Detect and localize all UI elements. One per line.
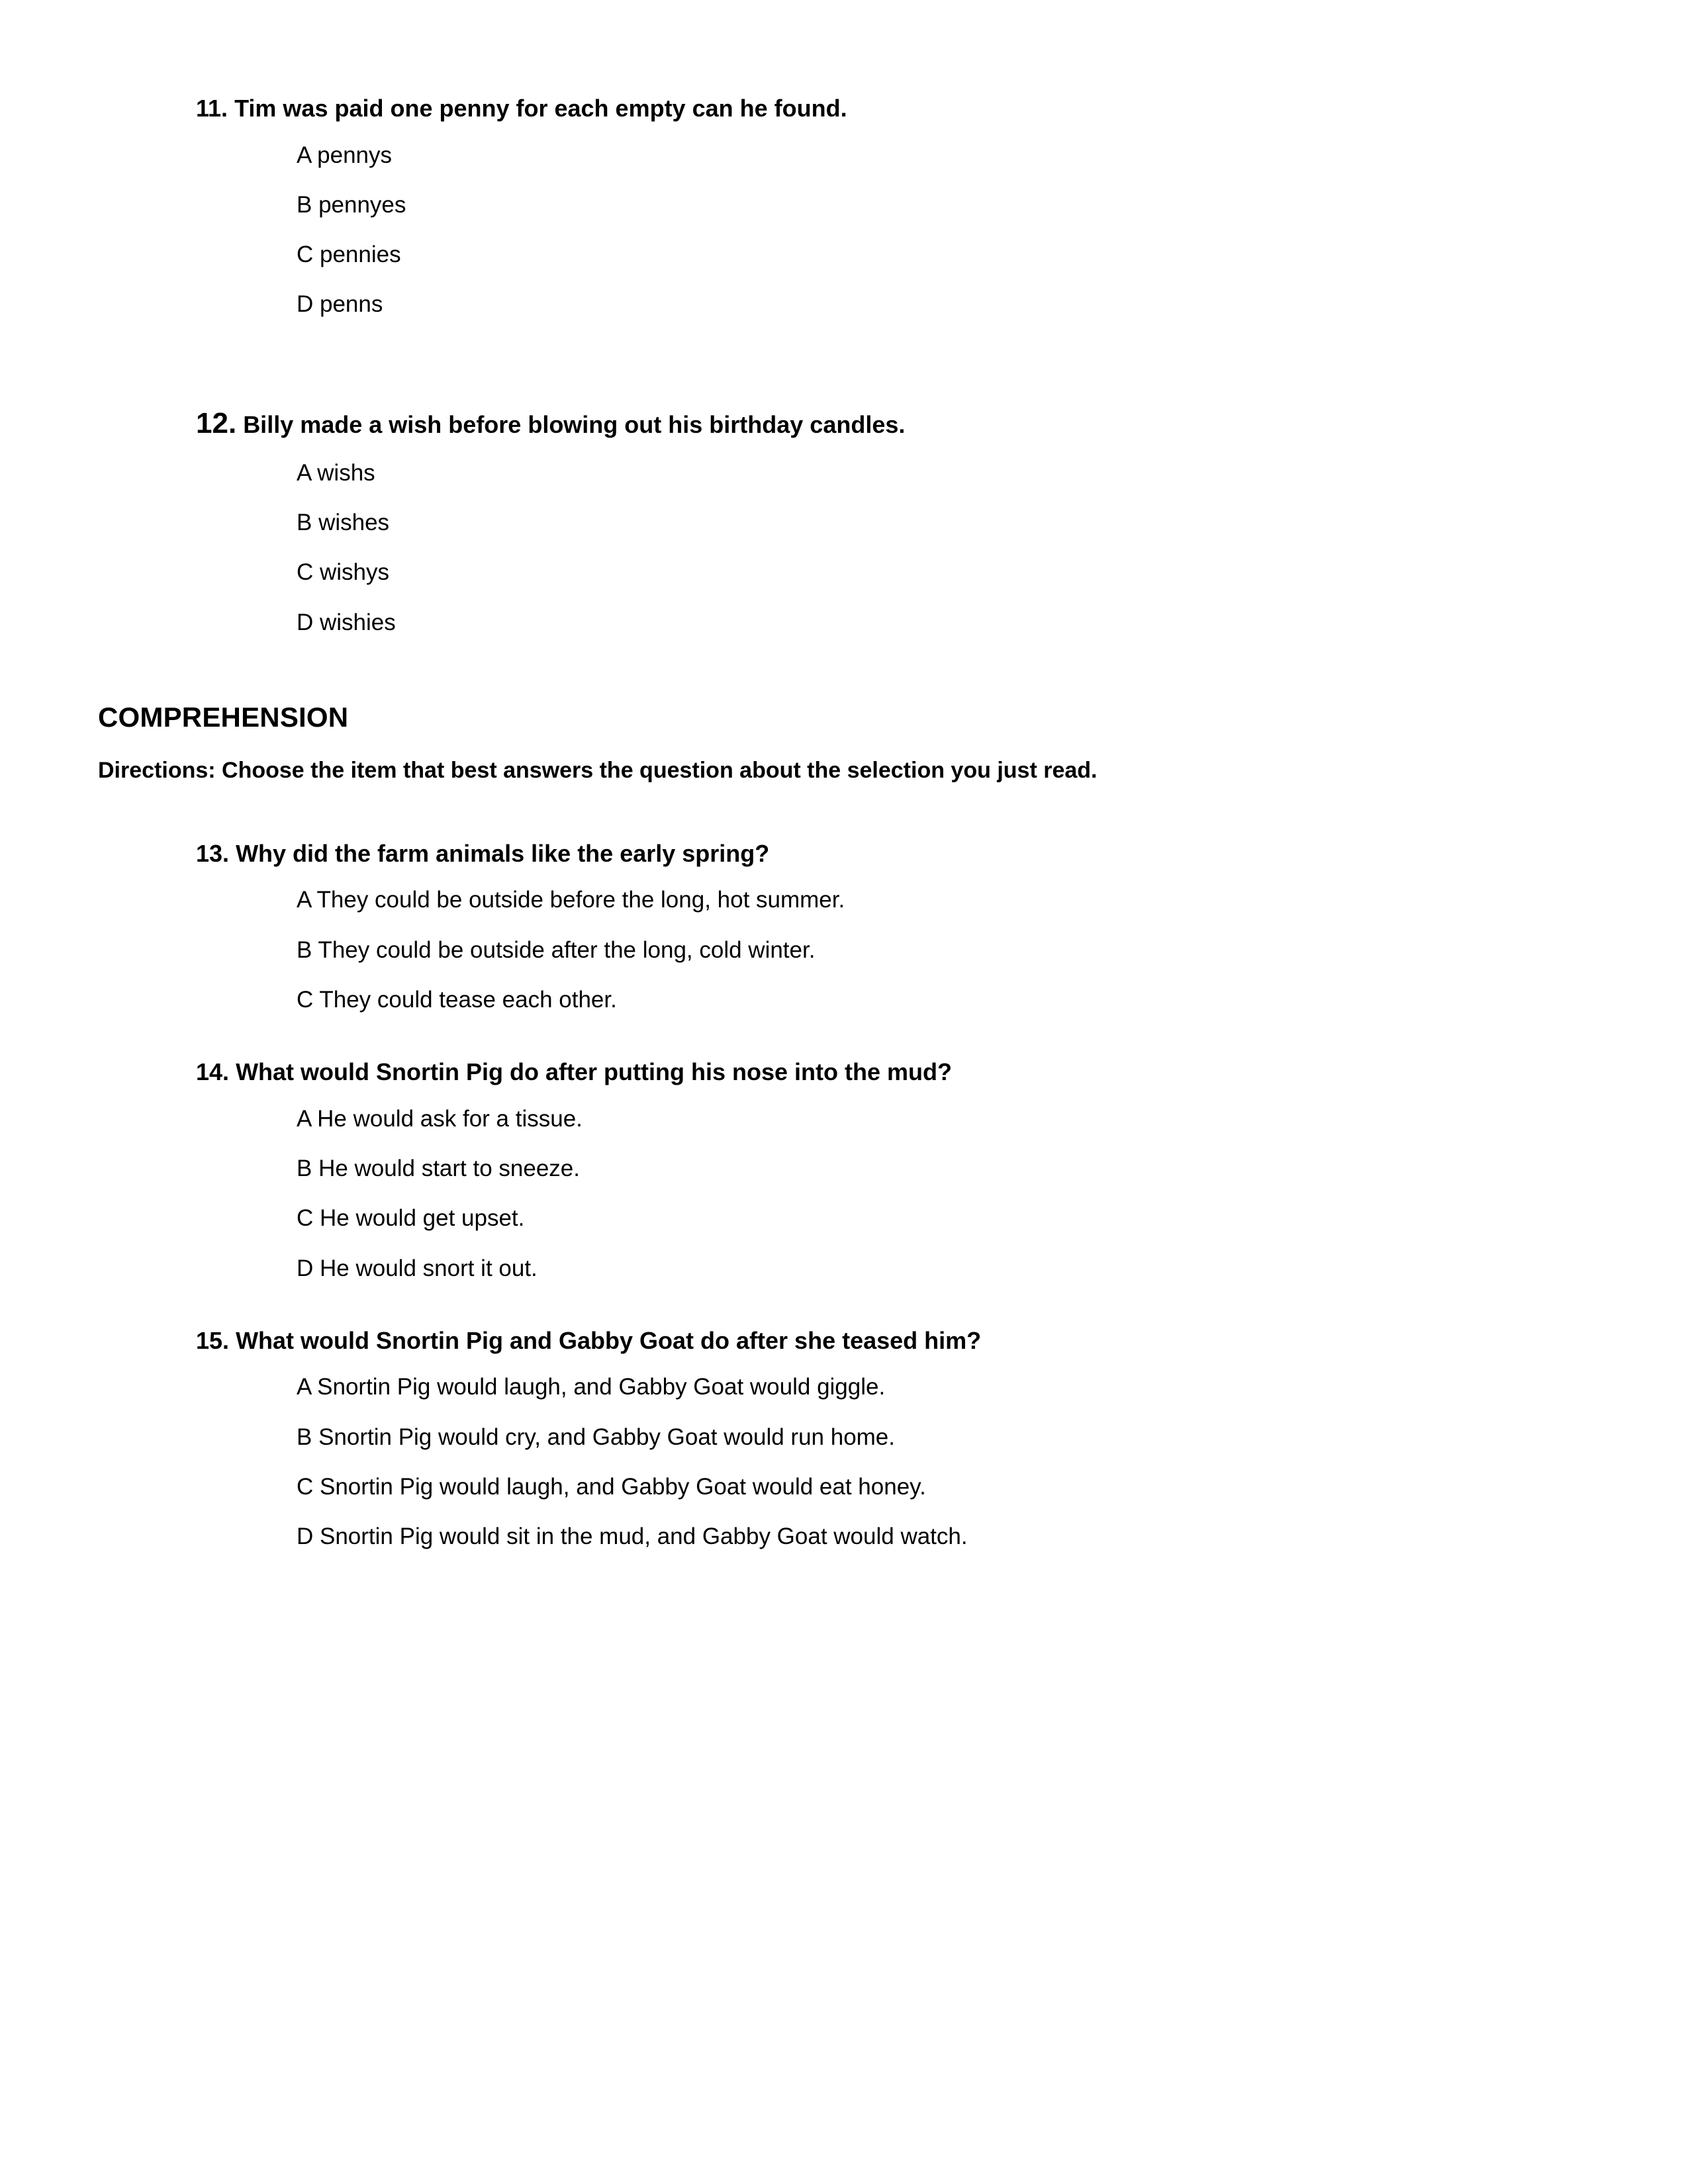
question-number-13: 13. [196,839,230,867]
choice-option[interactable]: B Snortin Pig would cry, and Gabby Goat would run home. [297,1424,896,1450]
choice-option[interactable]: A He would ask for a tissue. [297,1105,583,1132]
question-block-12 [98,404,1556,638]
choice-option[interactable]: B He would start to sneeze. [297,1156,580,1182]
question-stem-11 [98,93,1556,125]
section-directions: Directions: Choose the item that best answers the question about the selection you just read. [98,757,1098,783]
choice-option[interactable]: B They could be outside after the long, cold winter. [297,936,816,963]
question-text-12: Billy made a wish before blowing out his birthday candles. [243,410,906,438]
question-stem-12 [98,404,1556,443]
choice-option[interactable]: C wishys [297,559,390,586]
question-stem-14 [98,1056,1556,1089]
question-number-14: 14. [196,1058,230,1086]
choice-option[interactable]: D Snortin Pig would sit in the mud, and Gabby Goat would watch. [297,1524,968,1550]
question-number-11: 11. [196,95,228,122]
choice-option[interactable]: A They could be outside before the long, hot summer. [297,887,845,913]
section-spacer [98,357,1556,404]
choice-option[interactable]: D penns [297,291,383,318]
question-stem-13 [98,838,1556,870]
comprehension-questions [98,838,1556,1553]
choice-option[interactable]: C They could tease each other. [297,986,617,1013]
choice-option[interactable]: A wishs [297,459,375,486]
question-stem-15 [98,1325,1556,1357]
question-text-13: Why did the farm animals like the early spring? [236,839,770,867]
choice-option[interactable]: B wishes [297,510,390,536]
choice-option[interactable]: A pennys [297,142,392,168]
question-text-15: What would Snortin Pig and Gabby Goat do after she teased him? [236,1326,982,1354]
choice-option[interactable]: D He would snort it out. [297,1255,538,1281]
question-text-14: What would Snortin Pig do after putting his nose into the mud? [236,1058,952,1086]
question-block-11 [98,93,1556,320]
choice-option[interactable]: A Snortin Pig would laugh, and Gabby Goat would giggle. [297,1374,886,1400]
question-text-11: Tim was paid one penny for each empty can he found. [234,95,847,122]
choice-option[interactable]: C Snortin Pig would laugh, and Gabby Goat would eat honey. [297,1473,926,1500]
question-block-15 [98,1325,1556,1553]
question-number-15: 15. [196,1326,230,1354]
choice-option[interactable]: D wishies [297,609,396,635]
question-number-12: 12. [196,406,237,439]
choice-option[interactable]: C He would get upset. [297,1205,525,1232]
question-block-14 [98,1056,1556,1284]
choice-option[interactable]: C pennies [297,242,401,268]
choice-option[interactable]: B pennyes [297,191,406,218]
question-block-13 [98,838,1556,1015]
section-heading-comprehension: COMPREHENSION [98,701,349,733]
